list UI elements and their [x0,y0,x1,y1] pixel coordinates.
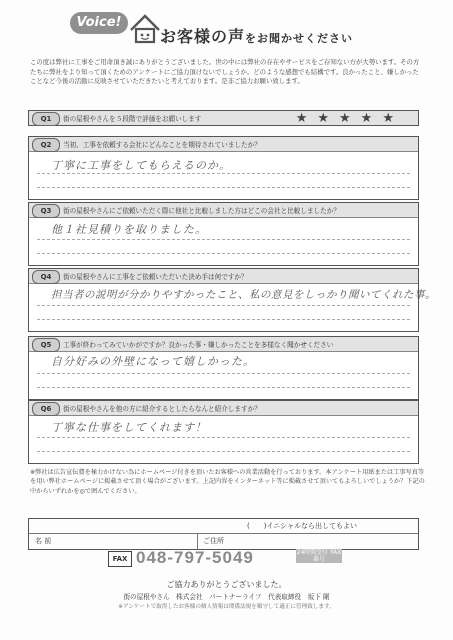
divider [37,451,410,452]
question-block-q5 [28,336,419,400]
fax-note: 24時間受付 FAX番号 [296,549,342,563]
divider [37,173,410,174]
divider [37,319,410,320]
question-number: Q1 [32,112,60,126]
name-label: 名 前 [35,537,52,545]
answer-text: 担当者の説明が分かりやすかったこと、私の意見をしっかり聞いてくれた事。 [51,289,436,301]
answer-text: 丁寧な仕事をしてくれます！ [51,421,207,434]
company-text: 街の屋根やさん 株式会社 パートナーライフ 代表取締役 坂下 剛 [123,593,330,601]
disclaimer-text: ※アンケートで取得したお客様の個人情報は関係法規を順守して適正に管理致します。 [118,604,335,610]
question-number: Q5 [32,338,60,352]
divider [197,533,198,549]
question-number: Q2 [32,138,60,152]
notes-text: ※弊社は広告宣伝費を極力かけない為にホームページ付きを頂いたお客様への営業活動を行っております。本アンケート用紙または工事写真等を用い弊社ホームページに掲載させて頂く場合がございます。上記内容をインターネット等に掲載させて頂いてもよろしいでしょうか？下記の中からいずれかを◎で囲んでください。 [30,469,425,495]
question-text: 街の屋根やさんを他の方に紹介するとしたらなんと紹介しますか？ [63,405,261,413]
question-text: 街の屋根やさんにご依頼いただく際に他社と比較しました方はどこの会社と比較しましたか？ [63,207,340,215]
divider [37,253,410,254]
intro-text: この度は弊社に工事をご用命頂き誠にありがとうございました。世の中には弊社の存在やサービスをご存知ない方が大勢います。その方たちに弊社をより知って頂くためのアンケートにご協力頂けないでしょうか。どのような感想でも結構です。良かったこと、嫌しかったことなど今後の活動に反映させていただきたいと考えております。是非ご協力お願い致します。 [30,58,420,86]
initial-row[interactable] [29,519,418,534]
fax-label: FAX [108,551,132,567]
thanks-text: ご協力ありがとうございました。 [166,580,287,589]
rating-stars: ★★★★★ [295,111,404,126]
question-number: Q3 [32,204,60,218]
address-label: ご住所 [203,537,224,545]
title-main: お客様の声 [160,27,246,46]
question-block-q2 [28,136,419,200]
page-title [160,24,353,47]
answer-text: 丁寧に工事をしてもらえるのか。 [51,159,231,172]
question-block-q6 [28,400,419,464]
divider [37,437,410,438]
question-text: 工事が終わってみていかがですか？良かった事・嫌しかったことを多様なく聞かせください [63,341,334,349]
question-text: 当初、工事を依頼する会社にどんなことを期待されていましたか？ [63,141,261,149]
question-text: 街の屋根やさんに工事をご依頼いただいた決め手は何ですか？ [63,273,248,281]
question-number: Q6 [32,402,60,416]
question-number: Q4 [32,270,60,284]
divider [37,305,410,306]
divider [37,239,410,240]
divider [37,187,410,188]
title-sub: をお聞かせください [245,32,354,45]
fax-number: 048-797-5049 [136,548,254,567]
divider [37,387,410,388]
initial-option[interactable]: ( )イニシャルなら出してもよい [247,522,358,530]
house-icon [127,10,163,46]
question-block-q1 [28,110,419,126]
answer-text: 他１社見積りを取りました。 [51,223,207,236]
question-block-q4 [28,268,436,332]
divider [37,373,410,374]
answer-text: 自分好みの外壁になって嬉しかった。 [51,355,255,368]
voice-badge: Voice! [70,12,128,34]
question-block-q3 [28,202,419,266]
question-text: 街の屋根やさんを５段階で評価をお願いします [63,115,202,123]
consent-form [28,518,419,550]
